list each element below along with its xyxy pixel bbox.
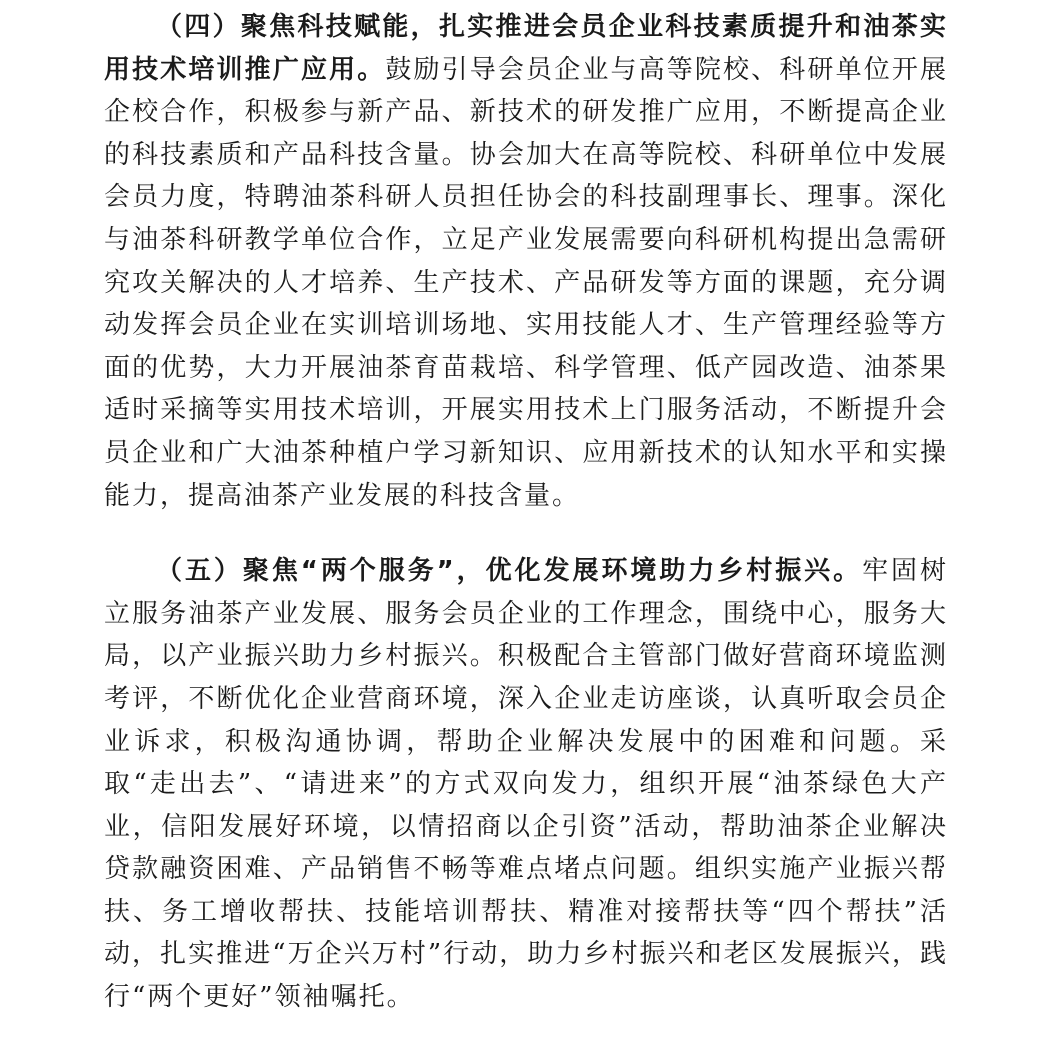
section-four-paragraph — [104, 0, 948, 517]
section-five-body: 牢固树立服务油茶产业发展、服务会员企业的工作理念，围绕中心，服务大局，以产业振兴助力乡村振兴。积极配合主管部门做好营商环境监测考评，不断优化企业营商环境，深入企业走访座谈，认真听取会员企业诉求，积极沟通协调，帮助企业解决发展中的困难和问题。采取“走出去”、“请进来”的方式双向发力，组织开展“油茶绿色大产业，信阳发展好环境，以情招商以企引资”活动，帮助油茶企业解决贷款融资困难、产品销售不畅等难点堵点问题。组织实施产业振兴帮扶、务工增收帮扶、技能培训帮扶、精准对接帮扶等“四个帮扶”活动，扎实推进“万企兴万村”行动，助力乡村振兴和老区发展振兴，践行“两个更好”领袖嘱托。 — [104, 556, 948, 1013]
section-four-body: 鼓励引导会员企业与高等院校、科研单位开展企校合作，积极参与新产品、新技术的研发推广应用，不断提高企业的科技素质和产品科技含量。协会加大在高等院校、科研单位中发展会员力度，特聘油茶科研人员担任协会的科技副理事长、理事。深化与油茶科研教学单位合作，立足产业发展需要向科研机构提出急需研究攻关解决的人才培养、生产技术、产品研发等方面的课题，充分调动发挥会员企业在实训培训场地、实用技能人才、生产管理经验等方面的优势，大力开展油茶育苗栽培、科学管理、低产园改造、油茶果适时采摘等实用技术培训，开展实用技术上门服务活动，不断提升会员企业和广大油茶种植户学习新知识、应用新技术的认知水平和实操能力，提高油茶产业发展的科技含量。 — [104, 54, 948, 511]
section-four-heading: （四）聚焦科技赋能，扎实推进会员企业科技素质提升和油茶实用技术培训推广应用。 — [104, 12, 948, 85]
section-five-paragraph — [104, 550, 948, 1019]
section-five-heading: （五）聚焦“两个服务”，优化发展环境助力乡村振兴。 — [156, 556, 863, 587]
document-page — [104, 0, 948, 1019]
